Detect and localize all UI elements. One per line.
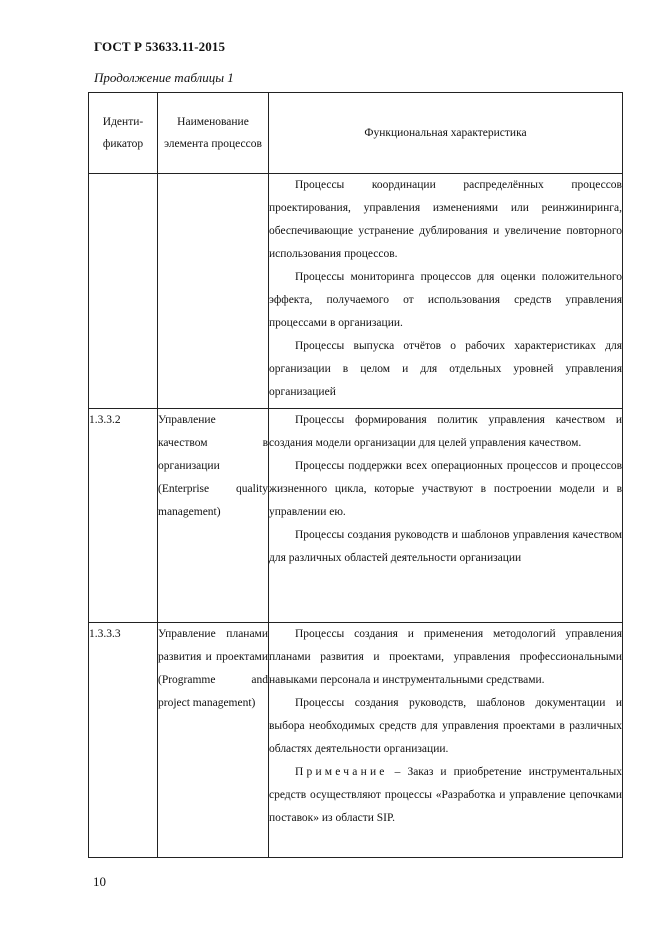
row-process-name — [158, 174, 269, 409]
table-row — [89, 409, 623, 623]
table-continuation-caption: Продолжение таблицы 1 — [94, 70, 234, 85]
paragraph: Процессы создания руководств и шаблонов управления качеством для различных областей деятельности организации — [269, 529, 622, 564]
row-process-name: Управление качеством в организации (Enterprise quality management) — [158, 409, 269, 623]
row-function-description — [269, 623, 623, 858]
paragraph: Процессы мониторинга процессов для оценки положительного эффекта, получаемого от использования средств управления процессами в организации. — [269, 271, 622, 329]
document-code: ГОСТ Р 53633.11-2015 — [94, 39, 226, 54]
row-identifier: 1.3.3.2 — [89, 409, 158, 623]
note-paragraph — [269, 761, 622, 830]
paragraph: Процессы выпуска отчётов о рабочих характеристиках для организации в целом и для отдельных уровней управления организацией — [269, 340, 622, 398]
paragraph: Процессы создания руководств, шаблонов документации и выбора необходимых средств для управления проектами в различных областях деятельности организации. — [269, 697, 622, 755]
table-row — [89, 623, 623, 858]
paragraph: Процессы создания и применения методологий управления планами развития и проектами, управления профессиональными навыками персонала и инструментальными средствами. — [269, 628, 622, 686]
table-row — [89, 174, 623, 409]
process-table — [88, 92, 623, 858]
paragraph: Процессы координации распределённых процессов проектирования, управления изменениями или реинжиниринга, обеспечивающие устранение дублирования и увеличение повторного использования процессов. — [269, 179, 622, 260]
header-process-name: Наименование элемента процессов — [158, 93, 269, 174]
row-function-description — [269, 409, 623, 623]
header-function: Функциональная характеристика — [269, 93, 623, 174]
row-process-name: Управление планами развития и проектами (Programme and project management) — [158, 623, 269, 858]
note-text: – Заказ и приобретение инструментальных средств осуществляют процессы «Разработка и управление цепочками поставок» из области SIP. — [269, 766, 622, 824]
row-identifier — [89, 174, 158, 409]
page-number: 10 — [93, 874, 106, 889]
row-function-description — [269, 174, 623, 409]
paragraph: Процессы формирования политик управления качеством и создания модели организации для целей управления качеством. — [269, 414, 622, 449]
row-identifier: 1.3.3.3 — [89, 623, 158, 858]
table-header-row — [89, 93, 623, 174]
header-identifier: Иденти-фикатор — [89, 93, 158, 174]
note-label: Примечание — [295, 766, 388, 778]
paragraph: Процессы поддержки всех операционных процессов и процессов жизненного цикла, которые участвуют в построении модели и в управлении ею. — [269, 460, 622, 518]
